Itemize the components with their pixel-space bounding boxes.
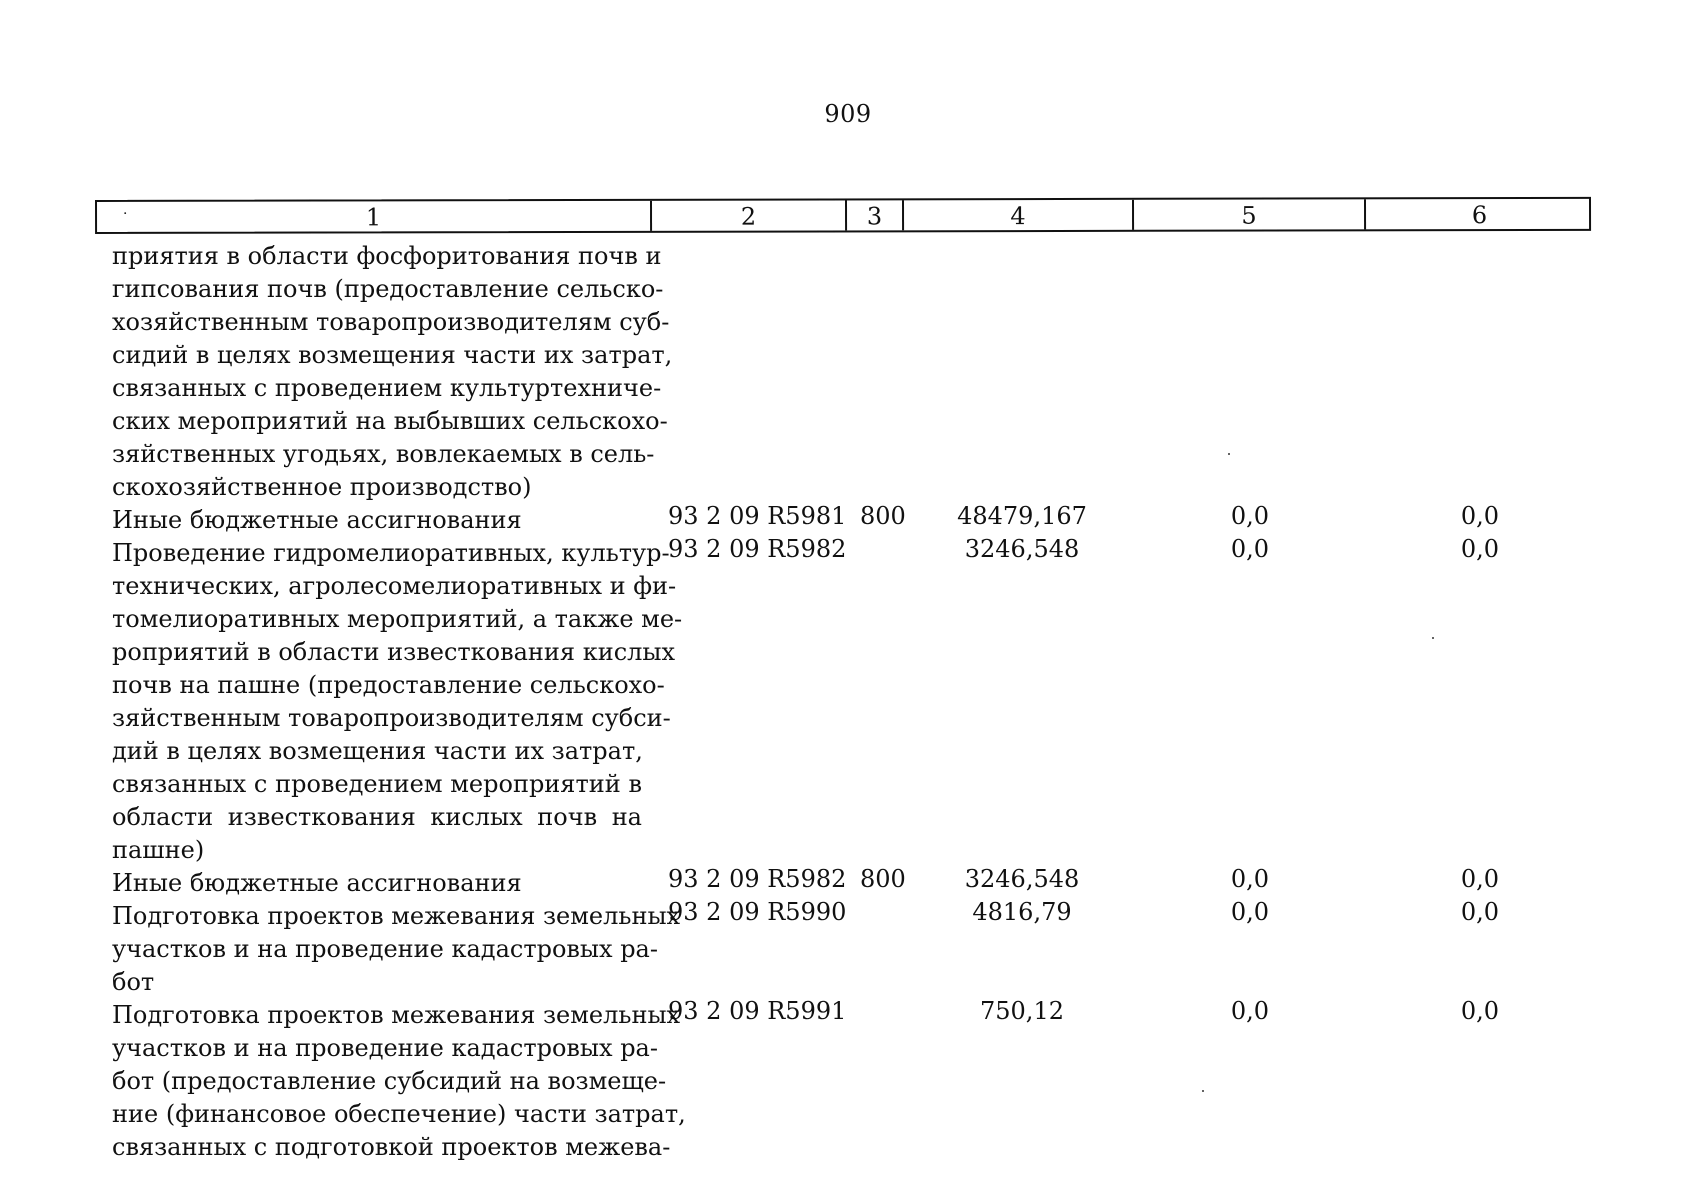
header-mark: · xyxy=(123,205,128,222)
description-line: зяйственным товаропроизводителям субси- xyxy=(112,704,671,732)
description-line: бот xyxy=(112,968,155,996)
description-line: Проведение гидромелиоративных, культур- xyxy=(112,539,670,567)
row-value-5: 0,0 xyxy=(1230,865,1270,893)
description-line: Подготовка проектов межевания земельных xyxy=(112,902,681,930)
row-description xyxy=(112,867,642,900)
description-line: ских мероприятий на выбывших сельскохо- xyxy=(112,407,668,435)
description-line: связанных с проведением культуртехниче- xyxy=(112,374,662,402)
description-line: томелиоративных мероприятий, а также ме- xyxy=(112,605,683,633)
scan-speck xyxy=(1228,453,1230,455)
header-col-2: 2 xyxy=(652,200,847,230)
row-value-5: 0,0 xyxy=(1230,502,1270,530)
row-sum: 3246,548 xyxy=(964,535,1080,563)
description-line: пашне) xyxy=(112,836,205,864)
header-col-5: 5 xyxy=(1134,199,1366,229)
row-code: 93 2 09 R5991 xyxy=(668,997,847,1025)
header-col-3: 3 xyxy=(847,200,904,230)
description-line: зяйственных угодьях, вовлекаемых в сель- xyxy=(112,440,655,468)
row-expense-type: 800 xyxy=(860,502,906,530)
header-col-4: 4 xyxy=(904,200,1134,230)
row-value-6: 0,0 xyxy=(1460,997,1500,1025)
row-sum: 4816,79 xyxy=(972,898,1072,926)
row-sum: 3246,548 xyxy=(964,865,1080,893)
row-expense-type: 800 xyxy=(860,865,906,893)
row-sum: 48479,167 xyxy=(957,502,1087,530)
description-line: почв на пашне (предоставление сельскохо- xyxy=(112,671,665,699)
row-value-6: 0,0 xyxy=(1460,865,1500,893)
row-code: 93 2 09 R5982 xyxy=(668,535,847,563)
description-line: приятия в области фосфоритования почв и xyxy=(112,242,662,270)
description-line: хозяйственным товаропроизводителям суб- xyxy=(112,308,670,336)
description-line: связанных с проведением мероприятий в xyxy=(112,770,642,798)
row-code: 93 2 09 R5982 xyxy=(668,865,847,893)
row-value-6: 0,0 xyxy=(1460,502,1500,530)
description-line: дий в целях возмещения части их затрат, xyxy=(112,737,643,765)
row-description xyxy=(112,537,683,867)
description-line: бот (предоставление субсидий на возмеще- xyxy=(112,1067,667,1095)
description-line: роприятий в области известкования кислых xyxy=(112,638,676,666)
description-line: участков и на проведение кадастровых ра- xyxy=(112,1034,658,1062)
header-col-6: 6 xyxy=(1471,201,1488,230)
description-line: скохозяйственное производство) xyxy=(112,473,532,501)
scan-speck xyxy=(1432,637,1434,639)
description-line: области известкования кислых почв на xyxy=(112,803,642,831)
description-line: ние (финансовое обеспечение) части затрат, xyxy=(112,1100,686,1128)
row-description xyxy=(112,999,686,1164)
description-line: гипсования почв (предоставление сельско- xyxy=(112,275,664,303)
row-sum: 750,12 xyxy=(980,997,1064,1025)
row-description xyxy=(112,504,642,537)
row-value-6: 0,0 xyxy=(1460,898,1500,926)
row-value-5: 0,0 xyxy=(1230,535,1270,563)
description-line: сидий в целях возмещения части их затрат, xyxy=(112,341,673,369)
row-code: 93 2 09 R5990 xyxy=(668,898,847,926)
page-number: 909 xyxy=(824,100,872,128)
row-value-5: 0,0 xyxy=(1230,997,1270,1025)
row-code: 93 2 09 R5981 xyxy=(668,502,847,530)
scan-speck xyxy=(1202,1090,1204,1092)
row-value-5: 0,0 xyxy=(1230,898,1270,926)
row-description xyxy=(112,240,673,504)
description-line: Подготовка проектов межевания земельных xyxy=(112,1001,681,1029)
header-col-1-label: 1 xyxy=(365,203,382,232)
description-line: связанных с подготовкой проектов межева- xyxy=(112,1133,671,1161)
description-line: Иные бюджетные ассигнования xyxy=(112,506,522,534)
row-description xyxy=(112,900,681,999)
row-value-6: 0,0 xyxy=(1460,535,1500,563)
description-line: технических, агролесомелиоративных и фи- xyxy=(112,572,677,600)
description-line: участков и на проведение кадастровых ра- xyxy=(112,935,658,963)
description-line: Иные бюджетные ассигнования xyxy=(112,869,522,897)
